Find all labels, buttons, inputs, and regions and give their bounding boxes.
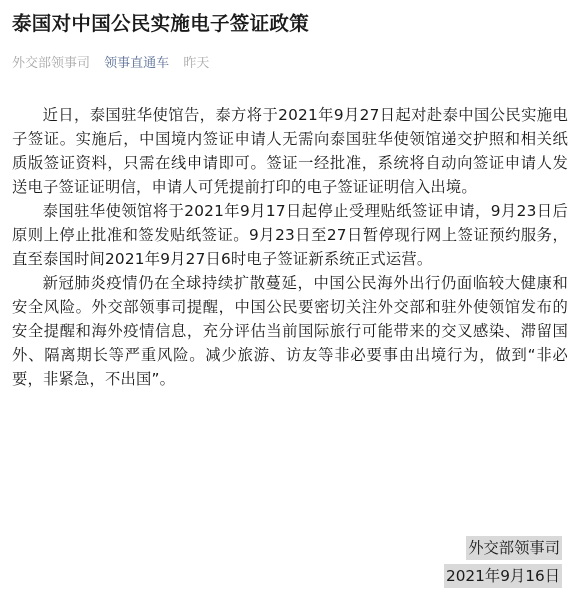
article-title: 泰国对中国公民实施电子签证政策: [12, 12, 310, 35]
paragraph: 新冠肺炎疫情仍在全球持续扩散蔓延，中国公民海外出行仍面临较大健康和安全风险。外交部领事司提醒，中国公民要密切关注外交部和驻外使领馆发布的安全提醒和海外疫情信息，充分评估当前国际旅行可能带来的交叉感染、滞留国外、隔离期长等严重风险。减少旅游、访友等非必要事由出境行为，做到“非必要，非紧急，不出国”。: [12, 274, 568, 388]
article-meta: [12, 52, 219, 71]
signature-org: 外交部领事司: [466, 536, 562, 560]
publish-time: 昨天: [183, 56, 210, 71]
signature-date: 2021年9月16日: [444, 564, 562, 588]
author-name: 外交部领事司: [12, 56, 91, 71]
paragraph: 近日，泰国驻华使馆告，泰方将于2021年9月27日起对赴泰中国公民实施电子签证。实施后，中国境内签证申请人无需向泰国驻华使领馆递交护照和相关纸质版签证资料，只需在线申请即可。签证一经批准，系统将自动向签证申请人发送电子签证证明信，申请人可凭提前打印的电子签证证明信入出境。: [12, 106, 568, 196]
article-body: [12, 103, 568, 391]
paragraph: 泰国驻华使领馆将于2021年9月17日起停止受理贴纸签证申请，9月23日后原则上停止批准和签发贴纸签证。9月23日至27日暂停现行网上签证预约服务，直至泰国时间2021年9月27日6时电子签证新系统正式运营。: [12, 202, 568, 268]
account-link[interactable]: 领事直通车: [104, 56, 170, 71]
